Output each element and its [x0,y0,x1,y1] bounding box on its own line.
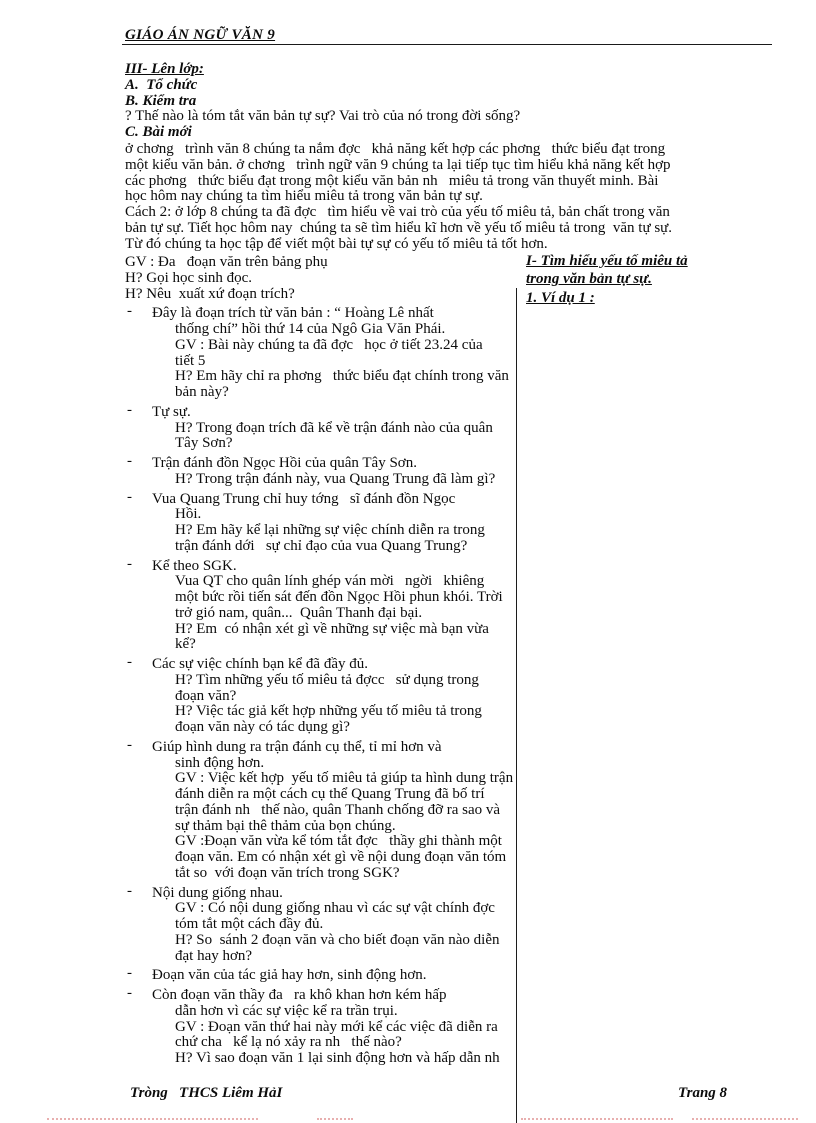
activity-line: Tự sự. - [127,401,191,420]
activity-line: Vua Quang Trung chỉ huy tớng sĩ đánh đồn Ngọc - [127,488,456,507]
activity-line: bản này? [175,384,229,400]
activity-line: đoạn văn này có tác dụng gì? [175,719,350,735]
preamble-line: B. Kiểm tra [125,92,197,109]
document-header [125,26,775,44]
activity-line: Giúp hình dung ra trận đánh cụ thể, tỉ mỉ hơn và - [127,736,442,755]
activity-line: đánh diễn ra một cách cụ thể Quang Trung đã bố trí [175,786,485,802]
dash-bullet: - [127,303,132,320]
intro-line: ở chơng trình văn 8 chúng ta nắm đợc khả năng kết hợp các phơng thức biểu đạt trong [125,141,666,157]
dash-bullet: - [127,555,132,572]
activity-line: GV : Việc kết hợp yếu tố miêu tả giúp ta hình dung trận [175,770,514,787]
preamble-section [125,62,780,141]
dash-bullet: - [127,453,132,469]
intro-line: một kiểu văn bản. ở chơng trình ngữ văn 9 chúng ta lại tiếp tục tìm hiểu khả năng kết hợp [125,156,671,173]
activity-line: H? Trong trận đánh này, vua Quang Trung đã làm gì? [175,470,496,487]
activity-line: trận đánh dới sự chỉ đạo của vua Quang Trung? [175,537,468,554]
activity-line: H? Vì sao đoạn văn 1 lại sinh động hơn và hấp dẫn nh [175,1050,500,1066]
activity-line: H? Tìm những yếu tố miêu tả đợcc sử dụng trong [175,671,479,688]
activity-line: tắt so với đoạn văn trích trong SGK? [175,864,400,881]
preamble-line: ? Thế nào là tóm tắt văn bản tự sự? Vai trò của nó trong đời sống? [125,108,521,125]
footer-page-number: Trang 8 [678,1085,728,1101]
activity-line: thống chí” hồi thứ 14 của Ngô Gia Văn Phái. [175,321,446,337]
activity-line: Nội dung giống nhau. - [127,882,283,901]
preamble-line: C. Bài mới [125,124,192,140]
content-heading-line: I- Tìm hiểu yếu tố miêu tả [526,253,688,269]
dash-bullet: - [127,401,132,418]
activity-line: Trận đánh đồn Ngọc Hồi của quân Tây Sơn. - [127,453,417,471]
activity-line: tiết 5 [175,352,206,369]
spellcheck-dotted-mark [47,1118,258,1120]
activity-line: một bức rồi tiến sát đến đồn Ngọc Hồi phun khói. Trời [175,589,503,605]
document-title: GIÁO ÁN NGỮ VĂN 9 [125,27,276,43]
activity-line: Tây Sơn? [175,435,233,452]
activity-line: GV : Đoạn văn thứ hai này mới kể các việc đã diễn ra [175,1018,498,1035]
activity-line: Đoạn văn của tác giả hay hơn, sinh động hơn. - [127,965,427,984]
intro-line: bản tự sự. Tiết học hôm nay chúng ta sẽ tìm hiểu kĩ hơn về yếu tố miêu tả trong văn tự sự. [125,219,673,236]
header-rule [122,44,772,45]
intro-line: Từ đó chúng ta học tập để viết một bài tự sự có yếu tố miêu tả tốt hơn. [125,235,548,252]
dash-bullet: - [127,736,132,753]
activity-line: đoạn văn? [175,687,237,704]
activity-line: H? Em hãy chỉ ra phơng thức biểu đạt chính trong văn [175,368,509,385]
activity-line: Còn đoạn văn thầy đa ra khô khan hơn kém hấp - [127,985,447,1003]
activity-line: GV : Có nội dung giống nhau vì các sự vật chính đợc [175,900,495,917]
activity-line: trở gió nam, quân... Quân Thanh đại bại. [175,604,423,621]
lesson-content-column [526,252,778,307]
intro-line: Cách 2: ở lớp 8 chúng ta đã đợc tìm hiểu về vai trò của yếu tố miêu tả, bản chất trong văn [125,204,670,220]
spellcheck-dotted-mark [692,1118,798,1120]
dash-bullet: - [127,488,132,505]
content-heading-line: 1. Ví dụ 1 : [526,289,595,306]
content-heading-line: trong văn bản tự sự. [526,271,652,288]
dash-bullet: - [127,965,132,982]
activity-line: Kể theo SGK. - [127,555,237,574]
activity-line: H? So sánh 2 đoạn văn và cho biết đoạn văn nào diễn [175,931,500,948]
activity-line: H? Nêu xuất xứ đoạn trích? [125,285,295,302]
activity-line: Các sự việc chính bạn kể đã đầy đủ. - [127,654,368,672]
intro-line: học hôm nay chúng ta tìm hiểu miêu tả trong văn bản tự sự. [125,188,483,205]
column-divider-rule [516,288,517,1123]
activity-line: đoạn văn. Em có nhận xét gì về nội dung đoạn văn tóm [175,849,507,865]
intro-paragraphs [125,142,785,252]
dash-bullet: - [127,882,132,899]
spellcheck-dotted-mark [521,1118,673,1120]
activity-line: trận đánh nh thế nào, quân Thanh chống đỡ ra sao và [175,801,501,818]
activity-line: H? Em có nhận xét gì về những sự việc mà bạn vừa [175,620,489,637]
activity-line: GV : Đa đoạn văn trên bảng phụ [125,254,328,270]
activity-line: Vua QT cho quân lính ghép ván mời ngời khiêng [175,573,485,590]
teacher-activity-column [125,255,595,1067]
activity-line: chứ cha kể lạ nó xảy ra nh thế nào? [175,1034,402,1051]
activity-line: sự thảm bại thê thảm của bọn chúng. [175,817,396,834]
activity-line: kể? [175,636,196,653]
activity-line: đạt hay hơn? [175,947,253,964]
activity-line: GV : Bài này chúng ta đã đợc học ở tiết 23.24 của [175,336,483,353]
spellcheck-dotted-mark [317,1118,353,1120]
activity-line: Hồi. [175,506,202,523]
activity-line: H? Trong đoạn trích đã kể về trận đánh nào của quân [175,419,493,436]
intro-line: các phơng thức biểu đạt trong một kiểu văn bản nh miêu tả trong văn thuyết minh. Bài [125,172,659,189]
activity-line: sinh động hơn. [175,754,265,771]
activity-line: H? Gọi học sinh đọc. [125,269,253,286]
preamble-line: A. Tổ chức [125,76,198,93]
preamble-line: III- Lên lớp: [125,61,204,77]
activity-line: Đây là đoạn trích từ văn bản : “ Hoàng Lê nhất - [127,303,434,322]
dash-bullet: - [127,654,132,670]
activity-line: H? Việc tác giả kết hợp những yếu tố miêu tả trong [175,703,482,720]
dash-bullet: - [127,985,132,1001]
footer-school-name: Tròng THCS Liêm HảI [130,1085,283,1101]
activity-line: tóm tắt một cách đầy đủ. [175,916,324,932]
activity-line: H? Em hãy kể lại những sự việc chính diễn ra trong [175,522,485,538]
activity-line: GV :Đoạn văn vừa kể tóm tắt đợc thầy ghi thành một [175,833,502,850]
activity-line: dẫn hơn vì các sự việc kể ra trần trụi. [175,1002,398,1019]
